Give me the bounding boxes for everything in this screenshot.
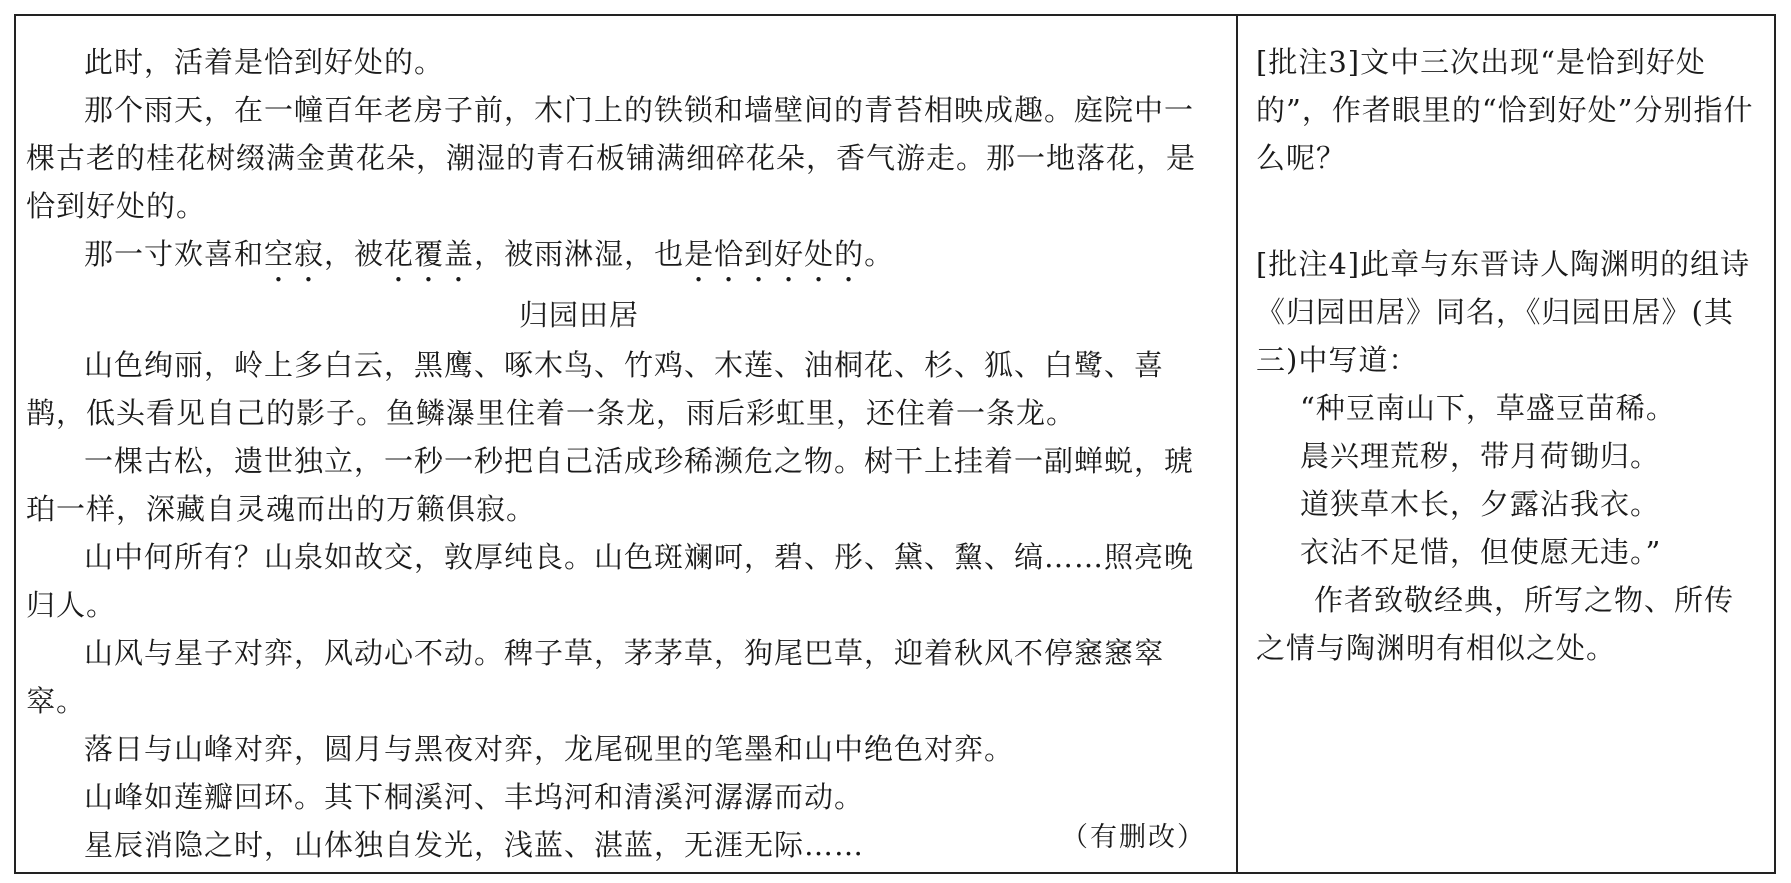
document-frame xyxy=(14,14,1776,874)
poem-line-2: 晨兴理荒秽，带月荷锄归。 xyxy=(1300,439,1661,473)
section-title: 归园田居 xyxy=(518,298,639,332)
paragraph-1: 此时，活着是恰到好处的。 xyxy=(84,45,445,79)
paragraph-7: 山风与星子对弈，风动心不动。稗子草，茅茅草，狗尾巴草，迎着秋风不停窸窸窣窣。 xyxy=(26,636,1165,718)
emphasized-text-huafugai: 花覆盖 xyxy=(384,237,475,271)
paragraph-8: 落日与山峰对弈，圆月与黑夜对弈，龙尾砚里的笔墨和山中绝色对弈。 xyxy=(84,732,1015,766)
emphasized-text-kongji: 空寂 xyxy=(264,237,325,271)
main-text-column xyxy=(16,16,1238,872)
paragraph-6: 山中何所有？山泉如故交，敦厚纯良。山色斑斓呵，碧、彤、黛、黧、缟……照亮晚归人。 xyxy=(26,540,1195,622)
annotation-4-conclusion: 作者致敬经典，所写之物、所传之情与陶渊明有相似之处。 xyxy=(1256,583,1735,665)
paragraph-9: 山峰如莲瓣回环。其下桐溪河、丰坞河和清溪河潺潺而动。 xyxy=(84,780,865,814)
paragraph-3-part-a: 那一寸欢喜和 xyxy=(84,237,265,271)
paragraph-5: 一棵古松，遗世独立，一秒一秒把自己活成珍稀濒危之物。树干上挂着一副蝉蜕，琥珀一样，深藏自灵魂而出的万籁俱寂。 xyxy=(26,444,1195,526)
paragraph-3-part-g: 。 xyxy=(864,237,895,271)
poem-line-1: “种豆南山下，草盛豆苗稀。 xyxy=(1300,391,1676,425)
paragraph-2: 那个雨天，在一幢百年老房子前，木门上的铁锁和墙壁间的青苔相映成趣。庭院中一棵古老的桂花树缀满金黄花朵，潮湿的青石板铺满细碎花朵，香气游走。那一地落花，是恰到好处的。 xyxy=(26,93,1197,223)
annotation-4-text: [批注4]此章与东晋诗人陶渊明的组诗《归园田居》同名，《归园田居》(其三)中写道： xyxy=(1256,247,1751,377)
paragraph-3 xyxy=(26,230,1212,289)
emphasized-text-qiadaohaochu: 是恰到好处的 xyxy=(684,237,865,271)
annotation-3-text: [批注3]文中三次出现“是恰到好处的”，作者眼里的“恰到好处”分别指什么呢？ xyxy=(1256,45,1754,175)
paragraph-3-part-e: ，被雨淋湿，也 xyxy=(474,237,685,271)
annotation-3 xyxy=(1256,38,1758,182)
poem-line-3: 道狭草木长，夕露沾我衣。 xyxy=(1300,487,1661,521)
paragraph-3-part-c: ，被 xyxy=(324,237,385,271)
annotation-column xyxy=(1238,16,1774,872)
paragraph-4: 山色绚丽，岭上多白云，黑鹰、啄木鸟、竹鸡、木莲、油桐花、杉、狐、白鹭、喜鹊，低头看见自己的影子。鱼鳞瀑里住着一条龙，雨后彩虹里，还住着一条龙。 xyxy=(26,348,1165,430)
source-note: （有删改） xyxy=(1061,822,1206,853)
annotation-4 xyxy=(1256,240,1758,672)
poem-line-4: 衣沾不足惜，但使愿无违。” xyxy=(1300,535,1662,569)
paragraph-10: 星辰消隐之时，山体独自发光，浅蓝、湛蓝，无涯无际…… xyxy=(84,828,865,862)
